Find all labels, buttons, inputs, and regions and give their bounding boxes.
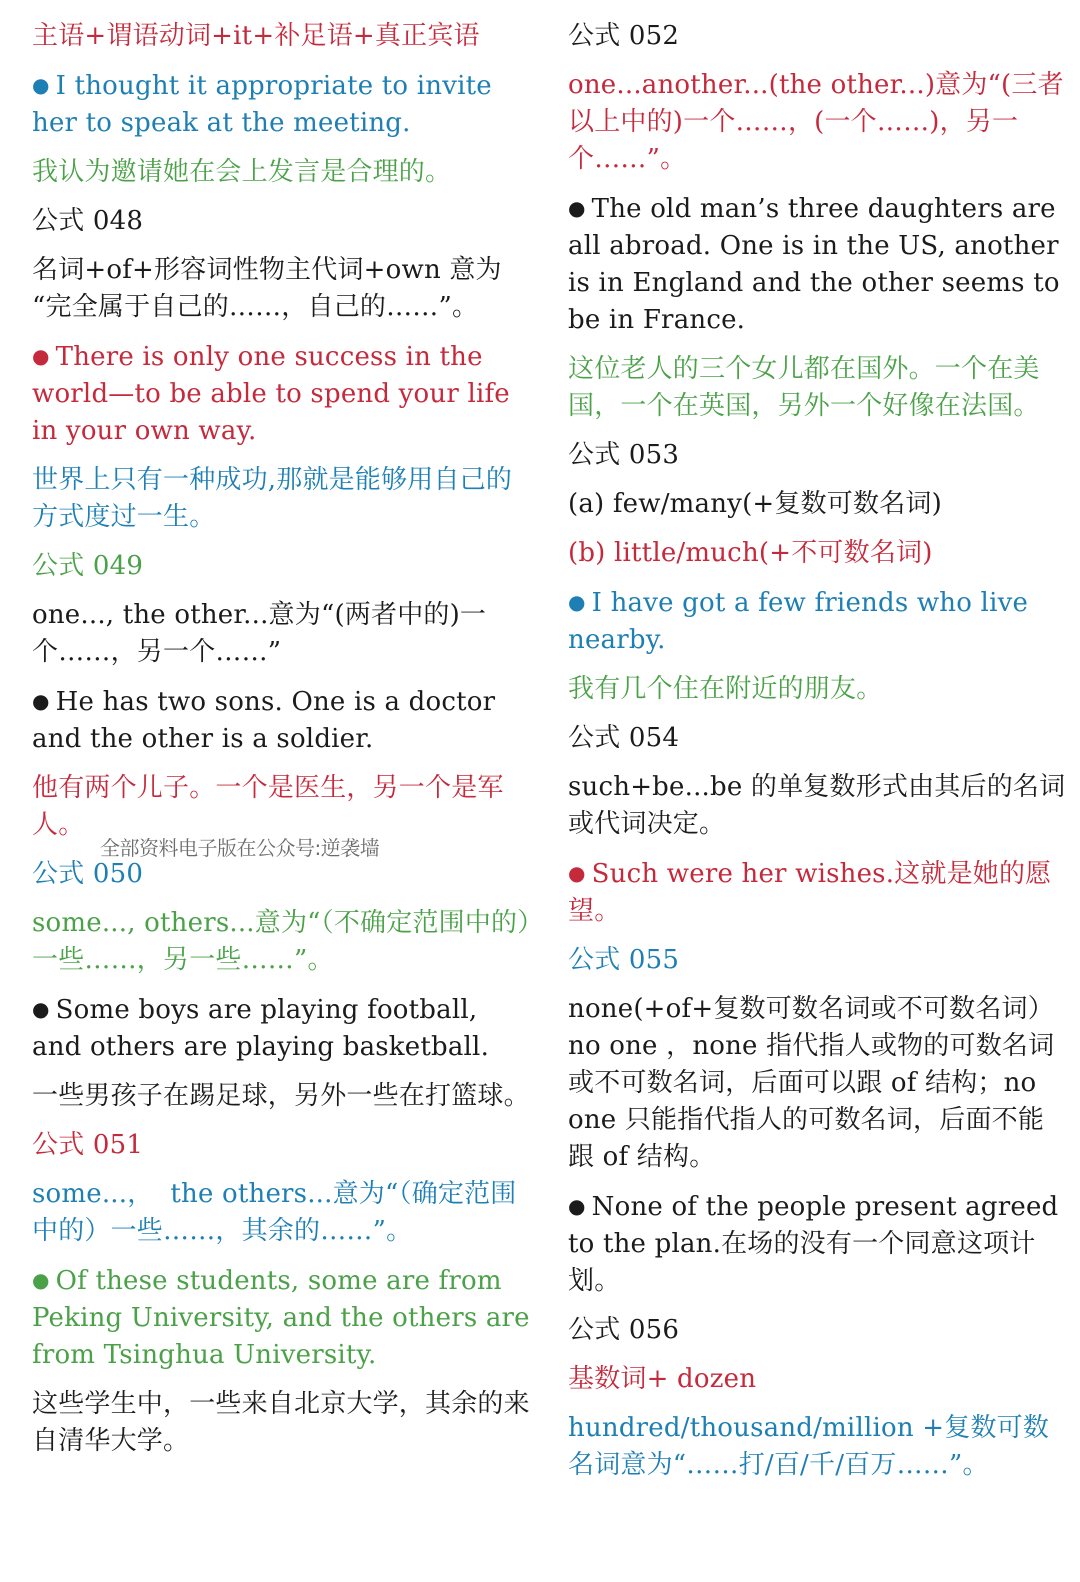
text: 名词+of+形容词性物主代词+own 意为 “完全属于自己的……，自己的……”。 <box>32 255 502 322</box>
text: none(+of+复数可数名词或不可数名词）no one ，none 指代指人或物的可数名词或不可数名词，后面可以跟 of 结构；no one 只能指代指人的可数名词，后面不能跟 of 结构。 <box>568 994 1055 1172</box>
text: 我认为邀请她在会上发言是合理的。 <box>32 157 452 187</box>
text: (a) few/many(+复数可数名词) <box>568 489 942 519</box>
formula-heading <box>568 1312 1068 1349</box>
text: such+be...be 的单复数形式由其后的名词或代词决定。 <box>568 772 1066 839</box>
text: None of the people present agreed to the plan.在场的没有一个同意这项计划。 <box>568 1192 1067 1296</box>
text: He has two sons. One is a doctor and the other is a soldier. <box>32 687 504 754</box>
bullet-icon: ● <box>32 997 50 1021</box>
text: I have got a few friends who live nearby. <box>568 588 1037 655</box>
text: 我有几个住在附近的朋友。 <box>568 674 883 704</box>
watermark-text: 全部资料电子版在公众号:逆袭墙 <box>100 836 380 860</box>
formula-rule <box>32 18 532 55</box>
formula-heading <box>32 856 532 893</box>
formula-rule <box>568 769 1068 843</box>
formula-rule <box>568 535 1068 572</box>
formula-heading <box>32 203 532 240</box>
bullet-icon: ● <box>32 344 50 368</box>
text: 公式 052 <box>568 21 680 51</box>
text: 公式 048 <box>32 206 144 236</box>
example-sentence <box>32 67 532 142</box>
text: Of these students, some are from Peking University, and the others are from Tsinghua University. <box>32 1266 539 1370</box>
translation-text <box>32 1386 532 1460</box>
text: 他有两个儿子。一个是医生，另一个是军人。 <box>32 773 504 840</box>
formula-rule <box>32 597 532 671</box>
example-sentence <box>32 1262 539 1374</box>
text: hundred/thousand/million +复数可数名词意为“……打/百/千/百万……”。 <box>568 1413 1050 1480</box>
text: The old man’s three daughters are all abroad. One is in the US, another is in England and the other seems to be in France. <box>568 194 1069 335</box>
formula-heading <box>568 437 1068 474</box>
text: some...， the others...意为“（确定范围中的）一些……，其余的……”。 <box>32 1179 517 1246</box>
text: 这位老人的三个女儿都在国外。一个在美国，一个在英国，另外一个好像在法国。 <box>568 354 1040 421</box>
formula-heading <box>32 1127 532 1164</box>
formula-heading <box>568 18 1068 55</box>
text: 公式 051 <box>32 1130 144 1160</box>
text: 主语+谓语动词+it+补足语+真正宾语 <box>32 21 480 51</box>
formula-rule <box>32 1176 532 1250</box>
bullet-icon: ● <box>568 590 586 614</box>
text: 公式 054 <box>568 723 680 753</box>
formula-rule <box>32 905 532 979</box>
formula-rule <box>32 252 532 326</box>
formula-heading <box>32 548 532 585</box>
bullet-icon: ● <box>568 861 586 885</box>
right-column <box>568 18 1068 1496</box>
text: (b) little/much(+不可数名词) <box>568 538 933 568</box>
translation-text <box>32 1078 532 1115</box>
text: one..., the other...意为“(两者中的)一个……，另一个……” <box>32 600 487 667</box>
translation-text <box>568 351 1068 425</box>
text: 基数词+ dozen <box>568 1364 757 1394</box>
example-sentence <box>568 584 1068 659</box>
text: 公式 056 <box>568 1315 680 1345</box>
bullet-icon: ● <box>32 73 50 97</box>
example-sentence <box>32 683 532 758</box>
bullet-icon: ● <box>568 1194 586 1218</box>
text: 公式 050 <box>32 859 144 889</box>
formula-rule <box>568 67 1068 178</box>
text: 公式 049 <box>32 551 144 581</box>
example-sentence <box>568 1188 1068 1300</box>
left-column <box>32 18 539 1472</box>
text: 公式 055 <box>568 945 680 975</box>
formula-rule <box>568 991 1068 1176</box>
text: Such were her wishes.这就是她的愿望。 <box>568 859 1052 926</box>
text: 公式 053 <box>568 440 680 470</box>
formula-rule <box>568 1361 1068 1398</box>
bullet-icon: ● <box>32 1268 50 1292</box>
example-sentence <box>32 991 532 1066</box>
formula-rule <box>568 486 1068 523</box>
text: one...another...(the other...)意为“(三者以上中的)一个……，(一个……)，另一个……”。 <box>568 70 1064 174</box>
formula-heading <box>568 942 1068 979</box>
text: 世界上只有一种成功,那就是能够用自己的方式度过一生。 <box>32 465 513 532</box>
translation-text <box>568 671 1068 708</box>
bullet-icon: ● <box>568 196 586 220</box>
text: 一些男孩子在踢足球，另外一些在打篮球。 <box>32 1081 530 1111</box>
example-sentence <box>568 190 1068 339</box>
example-sentence <box>32 338 532 450</box>
bullet-icon: ● <box>32 689 50 713</box>
formula-rule <box>568 1410 1068 1484</box>
formula-heading <box>568 720 1068 757</box>
text: 这些学生中，一些来自北京大学，其余的来自清华大学。 <box>32 1389 530 1456</box>
example-sentence <box>568 855 1068 930</box>
text: Some boys are playing football, and others are playing basketball. <box>32 995 490 1062</box>
text: I thought it appropriate to invite her to speak at the meeting. <box>32 71 501 138</box>
translation-text <box>32 462 532 536</box>
text: some..., others...意为“（不确定范围中的）一些……，另一些……”。 <box>32 908 531 975</box>
text: There is only one success in the world—to be able to spend your life in your own way. <box>32 342 519 446</box>
translation-text <box>32 154 532 191</box>
